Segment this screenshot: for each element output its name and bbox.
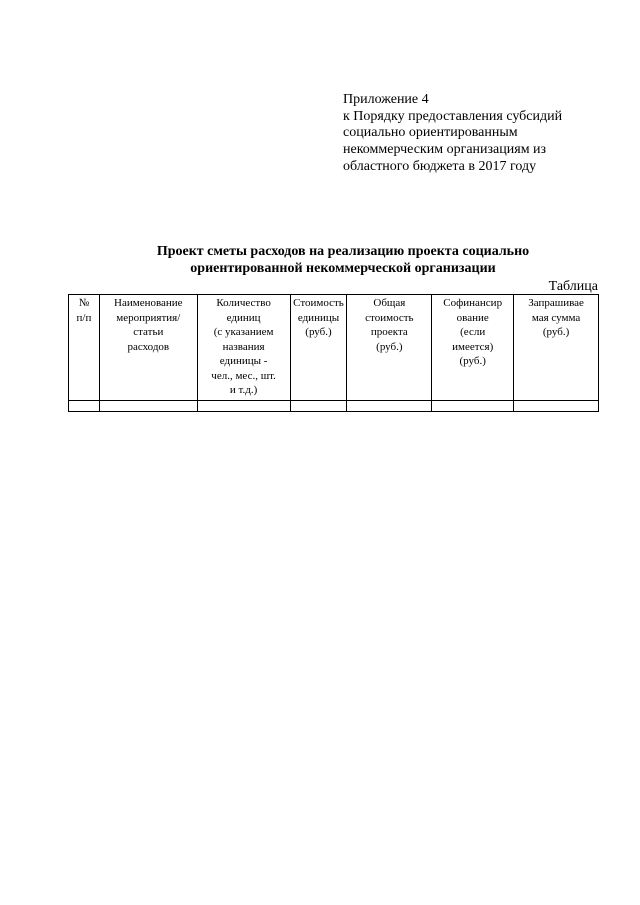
- table-cell: [290, 400, 347, 411]
- table-cell: [514, 400, 599, 411]
- table-cell: [99, 400, 197, 411]
- budget-table: [68, 294, 599, 412]
- table-cell: [432, 400, 514, 411]
- appendix-note: Приложение 4 к Порядку предоставления субсидий социально ориентированным некоммерческим организациям из областного бюджета в 2017 году: [343, 92, 563, 174]
- table-row: [69, 400, 599, 411]
- table-label: Таблица: [548, 279, 598, 294]
- header-quantity: Количество единиц (с указанием названия единицы - чел., мес., шт. и т.д.): [197, 295, 290, 401]
- header-requested-amount: Запрашивае мая сумма (руб.): [514, 295, 599, 401]
- table-header-row: [69, 295, 599, 401]
- table-cell: [347, 400, 432, 411]
- header-total-cost: Общая стоимость проекта (руб.): [347, 295, 432, 401]
- document-title: Проект сметы расходов на реализацию проекта социально ориентированной некоммерческой организации: [156, 244, 530, 276]
- header-number: № п/п: [69, 295, 100, 401]
- table-cell: [197, 400, 290, 411]
- header-cofinancing: Софинансир ование (если имеется) (руб.): [432, 295, 514, 401]
- table-cell: [69, 400, 100, 411]
- header-unit-cost: Стоимость единицы (руб.): [290, 295, 347, 401]
- header-item-name: Наименование мероприятия/ статьи расходов: [99, 295, 197, 401]
